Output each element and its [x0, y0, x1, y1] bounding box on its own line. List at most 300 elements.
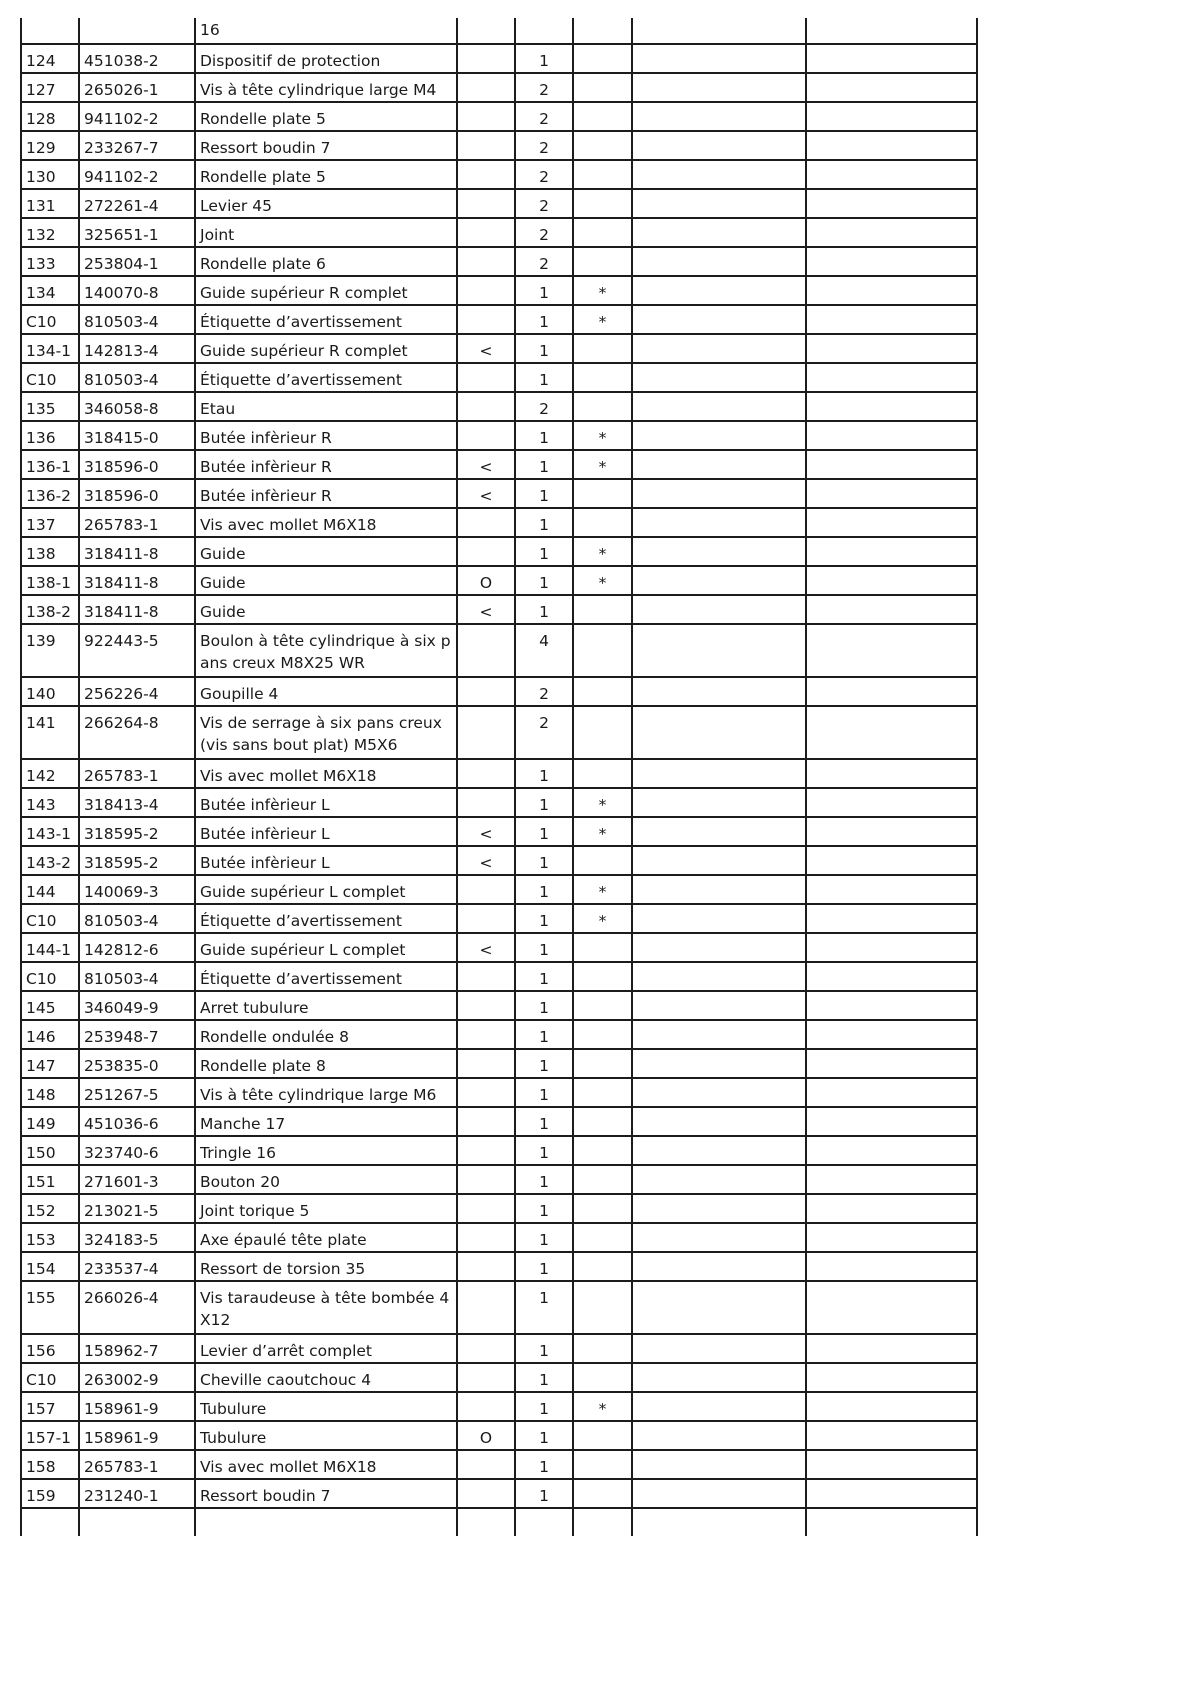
flag-cell: [457, 276, 515, 305]
table-row: [21, 363, 977, 392]
description-cell: Arret tubulure: [195, 991, 457, 1020]
remark-cell: [806, 334, 977, 363]
item-number-cell: 143-2: [21, 846, 79, 875]
description-cell: [195, 1508, 457, 1536]
note-cell: [632, 875, 806, 904]
item-number-cell: C10: [21, 363, 79, 392]
description-cell: Vis avec mollet M6X18: [195, 759, 457, 788]
remark-cell: [806, 933, 977, 962]
item-number-cell: 139: [21, 624, 79, 677]
description-cell: Guide supérieur R complet: [195, 334, 457, 363]
note-cell: [632, 1107, 806, 1136]
quantity-cell: 1: [515, 44, 573, 73]
quantity-cell: 1: [515, 421, 573, 450]
table-row: [21, 305, 977, 334]
note-cell: [632, 1363, 806, 1392]
remark-cell: [806, 160, 977, 189]
table-row: [21, 189, 977, 218]
quantity-cell: 1: [515, 933, 573, 962]
flag-cell: [457, 131, 515, 160]
mark-cell: [573, 624, 632, 677]
mark-cell: [573, 334, 632, 363]
description-cell: Dispositif de protection: [195, 44, 457, 73]
item-number-cell: 148: [21, 1078, 79, 1107]
quantity-cell: 1: [515, 1223, 573, 1252]
item-number-cell: 153: [21, 1223, 79, 1252]
remark-cell: [806, 1223, 977, 1252]
mark-cell: [573, 595, 632, 624]
quantity-cell: 2: [515, 73, 573, 102]
mark-cell: [573, 218, 632, 247]
description-cell: Guide supérieur L complet: [195, 933, 457, 962]
mark-cell: *: [573, 566, 632, 595]
flag-cell: [457, 1392, 515, 1421]
remark-cell: [806, 846, 977, 875]
description-cell: Guide: [195, 595, 457, 624]
item-number-cell: 130: [21, 160, 79, 189]
description-cell: Goupille 4: [195, 677, 457, 706]
remark-cell: [806, 1392, 977, 1421]
quantity-cell: 1: [515, 1020, 573, 1049]
description-cell: Rondelle ondulée 8: [195, 1020, 457, 1049]
quantity-cell: 1: [515, 1334, 573, 1363]
parts-table-body: [21, 18, 977, 1536]
quantity-cell: 1: [515, 1194, 573, 1223]
note-cell: [632, 1252, 806, 1281]
flag-cell: O: [457, 1421, 515, 1450]
note-cell: [632, 1020, 806, 1049]
flag-cell: [457, 73, 515, 102]
table-row: [21, 44, 977, 73]
note-cell: [632, 508, 806, 537]
flag-cell: [457, 1165, 515, 1194]
table-row: [21, 1165, 977, 1194]
flag-cell: [457, 677, 515, 706]
quantity-cell: 1: [515, 1049, 573, 1078]
mark-cell: [573, 1136, 632, 1165]
mark-cell: [573, 933, 632, 962]
item-number-cell: 149: [21, 1107, 79, 1136]
remark-cell: [806, 1334, 977, 1363]
remark-cell: [806, 875, 977, 904]
description-cell: Étiquette d’avertissement: [195, 962, 457, 991]
mark-cell: *: [573, 450, 632, 479]
note-cell: [632, 1421, 806, 1450]
description-cell: Tringle 16: [195, 1136, 457, 1165]
item-number-cell: 152: [21, 1194, 79, 1223]
item-number-cell: 143-1: [21, 817, 79, 846]
flag-cell: [457, 1450, 515, 1479]
table-row: [21, 1252, 977, 1281]
item-number-cell: 136-2: [21, 479, 79, 508]
description-cell: Butée infèrieur R: [195, 421, 457, 450]
note-cell: [632, 18, 806, 44]
quantity-cell: 1: [515, 1252, 573, 1281]
mark-cell: [573, 1194, 632, 1223]
remark-cell: [806, 566, 977, 595]
flag-cell: <: [457, 450, 515, 479]
item-number-cell: C10: [21, 305, 79, 334]
item-number-cell: 134: [21, 276, 79, 305]
quantity-cell: 2: [515, 706, 573, 759]
note-cell: [632, 1194, 806, 1223]
description-cell: Ressort boudin 7: [195, 131, 457, 160]
part-number-cell: 318595-2: [79, 817, 195, 846]
part-number-cell: 271601-3: [79, 1165, 195, 1194]
remark-cell: [806, 1508, 977, 1536]
quantity-cell: 1: [515, 846, 573, 875]
note-cell: [632, 421, 806, 450]
description-cell: Tubulure: [195, 1421, 457, 1450]
part-number-cell: 346049-9: [79, 991, 195, 1020]
flag-cell: [457, 1223, 515, 1252]
mark-cell: [573, 1281, 632, 1334]
quantity-cell: 1: [515, 450, 573, 479]
remark-cell: [806, 392, 977, 421]
remark-cell: [806, 479, 977, 508]
description-cell: Vis de serrage à six pans creux (vis sans bout plat) M5X6: [195, 706, 457, 759]
flag-cell: [457, 1479, 515, 1508]
part-number-cell: 213021-5: [79, 1194, 195, 1223]
mark-cell: *: [573, 305, 632, 334]
quantity-cell: 1: [515, 537, 573, 566]
note-cell: [632, 933, 806, 962]
flag-cell: [457, 991, 515, 1020]
remark-cell: [806, 677, 977, 706]
note-cell: [632, 991, 806, 1020]
item-number-cell: [21, 1508, 79, 1536]
description-cell: Butée infèrieur L: [195, 817, 457, 846]
flag-cell: [457, 508, 515, 537]
quantity-cell: 1: [515, 363, 573, 392]
flag-cell: [457, 1136, 515, 1165]
table-row: [21, 1392, 977, 1421]
part-number-cell: 810503-4: [79, 363, 195, 392]
note-cell: [632, 788, 806, 817]
quantity-cell: 1: [515, 759, 573, 788]
remark-cell: [806, 218, 977, 247]
mark-cell: [573, 18, 632, 44]
note-cell: [632, 1479, 806, 1508]
mark-cell: [573, 1450, 632, 1479]
part-number-cell: 451038-2: [79, 44, 195, 73]
note-cell: [632, 276, 806, 305]
part-number-cell: 231240-1: [79, 1479, 195, 1508]
part-number-cell: 265783-1: [79, 759, 195, 788]
description-cell: Ressort de torsion 35: [195, 1252, 457, 1281]
remark-cell: [806, 788, 977, 817]
table-row: [21, 421, 977, 450]
quantity-cell: 1: [515, 904, 573, 933]
flag-cell: <: [457, 817, 515, 846]
mark-cell: [573, 73, 632, 102]
note-cell: [632, 1165, 806, 1194]
remark-cell: [806, 276, 977, 305]
part-number-cell: 318413-4: [79, 788, 195, 817]
part-number-cell: 140070-8: [79, 276, 195, 305]
part-number-cell: 251267-5: [79, 1078, 195, 1107]
mark-cell: [573, 1334, 632, 1363]
note-cell: [632, 566, 806, 595]
table-row: [21, 1281, 977, 1334]
remark-cell: [806, 991, 977, 1020]
item-number-cell: [21, 18, 79, 44]
remark-cell: [806, 962, 977, 991]
flag-cell: <: [457, 595, 515, 624]
quantity-cell: 1: [515, 875, 573, 904]
item-number-cell: 132: [21, 218, 79, 247]
description-cell: Butée infèrieur R: [195, 450, 457, 479]
table-row: [21, 817, 977, 846]
quantity-cell: 2: [515, 392, 573, 421]
item-number-cell: C10: [21, 962, 79, 991]
table-row: [21, 131, 977, 160]
flag-cell: [457, 904, 515, 933]
part-number-cell: 253804-1: [79, 247, 195, 276]
remark-cell: [806, 363, 977, 392]
description-cell: Rondelle plate 5: [195, 102, 457, 131]
remark-cell: [806, 1363, 977, 1392]
note-cell: [632, 218, 806, 247]
remark-cell: [806, 44, 977, 73]
table-row: [21, 73, 977, 102]
part-number-cell: 451036-6: [79, 1107, 195, 1136]
item-number-cell: 154: [21, 1252, 79, 1281]
remark-cell: [806, 1049, 977, 1078]
table-row: [21, 334, 977, 363]
flag-cell: [457, 1194, 515, 1223]
note-cell: [632, 160, 806, 189]
part-number-cell: 233537-4: [79, 1252, 195, 1281]
table-row: [21, 1020, 977, 1049]
mark-cell: [573, 1107, 632, 1136]
description-cell: Manche 17: [195, 1107, 457, 1136]
description-cell: Joint torique 5: [195, 1194, 457, 1223]
description-cell: Levier d’arrêt complet: [195, 1334, 457, 1363]
note-cell: [632, 450, 806, 479]
mark-cell: [573, 1479, 632, 1508]
description-cell: Butée infèrieur L: [195, 788, 457, 817]
part-number-cell: 318595-2: [79, 846, 195, 875]
description-cell: Guide supérieur L complet: [195, 875, 457, 904]
flag-cell: [457, 1020, 515, 1049]
part-number-cell: 318596-0: [79, 479, 195, 508]
flag-cell: [457, 392, 515, 421]
table-row: [21, 160, 977, 189]
note-cell: [632, 962, 806, 991]
note-cell: [632, 1049, 806, 1078]
table-row: [21, 846, 977, 875]
item-number-cell: 136-1: [21, 450, 79, 479]
table-row: [21, 1421, 977, 1450]
mark-cell: [573, 1421, 632, 1450]
table-row: [21, 962, 977, 991]
mark-cell: [573, 392, 632, 421]
description-cell: Levier 45: [195, 189, 457, 218]
note-cell: [632, 1223, 806, 1252]
flag-cell: [457, 305, 515, 334]
quantity-cell: [515, 1508, 573, 1536]
table-row: [21, 566, 977, 595]
part-number-cell: 265026-1: [79, 73, 195, 102]
flag-cell: [457, 624, 515, 677]
item-number-cell: C10: [21, 1363, 79, 1392]
flag-cell: <: [457, 479, 515, 508]
description-cell: Vis à tête cylindrique large M4: [195, 73, 457, 102]
note-cell: [632, 44, 806, 73]
flag-cell: [457, 1252, 515, 1281]
part-number-cell: 142813-4: [79, 334, 195, 363]
table-row: [21, 1334, 977, 1363]
description-cell: Vis avec mollet M6X18: [195, 1450, 457, 1479]
table-row: [21, 624, 977, 677]
part-number-cell: 158962-7: [79, 1334, 195, 1363]
description-cell: Étiquette d’avertissement: [195, 363, 457, 392]
note-cell: [632, 595, 806, 624]
remark-cell: [806, 1194, 977, 1223]
item-number-cell: 134-1: [21, 334, 79, 363]
description-cell: Butée infèrieur L: [195, 846, 457, 875]
remark-cell: [806, 904, 977, 933]
mark-cell: [573, 706, 632, 759]
flag-cell: [457, 160, 515, 189]
description-cell: Etau: [195, 392, 457, 421]
flag-cell: [457, 218, 515, 247]
table-row: [21, 991, 977, 1020]
part-number-cell: 941102-2: [79, 160, 195, 189]
mark-cell: [573, 247, 632, 276]
mark-cell: [573, 508, 632, 537]
mark-cell: *: [573, 875, 632, 904]
mark-cell: *: [573, 276, 632, 305]
quantity-cell: 2: [515, 189, 573, 218]
table-row-empty: [21, 1508, 977, 1536]
part-number-cell: 346058-8: [79, 392, 195, 421]
quantity-cell: 1: [515, 991, 573, 1020]
flag-cell: <: [457, 334, 515, 363]
description-cell: Cheville caoutchouc 4: [195, 1363, 457, 1392]
description-cell: Bouton 20: [195, 1165, 457, 1194]
item-number-cell: 150: [21, 1136, 79, 1165]
remark-cell: [806, 508, 977, 537]
part-number-cell: [79, 1508, 195, 1536]
mark-cell: *: [573, 904, 632, 933]
description-cell: Axe épaulé tête plate: [195, 1223, 457, 1252]
remark-cell: [806, 1479, 977, 1508]
item-number-cell: 156: [21, 1334, 79, 1363]
flag-cell: [457, 706, 515, 759]
quantity-cell: 1: [515, 479, 573, 508]
item-number-cell: C10: [21, 904, 79, 933]
item-number-cell: 157-1: [21, 1421, 79, 1450]
description-cell: Boulon à tête cylindrique à six pans creux M8X25 WR: [195, 624, 457, 677]
quantity-cell: 1: [515, 508, 573, 537]
part-number-cell: 318596-0: [79, 450, 195, 479]
remark-cell: [806, 706, 977, 759]
part-number-cell: [79, 18, 195, 44]
quantity-cell: 1: [515, 566, 573, 595]
remark-cell: [806, 450, 977, 479]
quantity-cell: 2: [515, 102, 573, 131]
flag-cell: [457, 1508, 515, 1536]
description-cell: Étiquette d’avertissement: [195, 904, 457, 933]
description-cell: Joint: [195, 218, 457, 247]
mark-cell: *: [573, 1392, 632, 1421]
note-cell: [632, 537, 806, 566]
mark-cell: [573, 160, 632, 189]
mark-cell: *: [573, 817, 632, 846]
remark-cell: [806, 247, 977, 276]
table-row: [21, 479, 977, 508]
note-cell: [632, 904, 806, 933]
part-number-cell: 253948-7: [79, 1020, 195, 1049]
note-cell: [632, 73, 806, 102]
part-number-cell: 256226-4: [79, 677, 195, 706]
remark-cell: [806, 1450, 977, 1479]
remark-cell: [806, 1165, 977, 1194]
quantity-cell: 1: [515, 305, 573, 334]
quantity-cell: 1: [515, 1136, 573, 1165]
mark-cell: *: [573, 788, 632, 817]
quantity-cell: 1: [515, 1363, 573, 1392]
note-cell: [632, 677, 806, 706]
table-row: [21, 537, 977, 566]
flag-cell: <: [457, 846, 515, 875]
table-row: [21, 1450, 977, 1479]
table-row: [21, 706, 977, 759]
part-number-cell: 941102-2: [79, 102, 195, 131]
table-row: [21, 247, 977, 276]
flag-cell: [457, 1049, 515, 1078]
note-cell: [632, 479, 806, 508]
table-row: [21, 759, 977, 788]
flag-cell: [457, 788, 515, 817]
flag-cell: O: [457, 566, 515, 595]
description-cell: Guide supérieur R complet: [195, 276, 457, 305]
table-row: [21, 875, 977, 904]
item-number-cell: 138-1: [21, 566, 79, 595]
table-row: [21, 102, 977, 131]
table-row: [21, 1479, 977, 1508]
remark-cell: [806, 1252, 977, 1281]
mark-cell: [573, 759, 632, 788]
flag-cell: [457, 189, 515, 218]
note-cell: [632, 1392, 806, 1421]
item-number-cell: 127: [21, 73, 79, 102]
note-cell: [632, 624, 806, 677]
quantity-cell: 2: [515, 247, 573, 276]
part-number-cell: 318415-0: [79, 421, 195, 450]
item-number-cell: 135: [21, 392, 79, 421]
item-number-cell: 146: [21, 1020, 79, 1049]
part-number-cell: 140069-3: [79, 875, 195, 904]
quantity-cell: 1: [515, 1450, 573, 1479]
quantity-cell: 1: [515, 1078, 573, 1107]
part-number-cell: 142812-6: [79, 933, 195, 962]
note-cell: [632, 392, 806, 421]
remark-cell: [806, 18, 977, 44]
note-cell: [632, 1136, 806, 1165]
part-number-cell: 325651-1: [79, 218, 195, 247]
mark-cell: [573, 44, 632, 73]
description-cell: Vis à tête cylindrique large M6: [195, 1078, 457, 1107]
flag-cell: [457, 363, 515, 392]
item-number-cell: 140: [21, 677, 79, 706]
flag-cell: [457, 1107, 515, 1136]
part-number-cell: 810503-4: [79, 305, 195, 334]
mark-cell: [573, 1078, 632, 1107]
quantity-cell: 1: [515, 334, 573, 363]
